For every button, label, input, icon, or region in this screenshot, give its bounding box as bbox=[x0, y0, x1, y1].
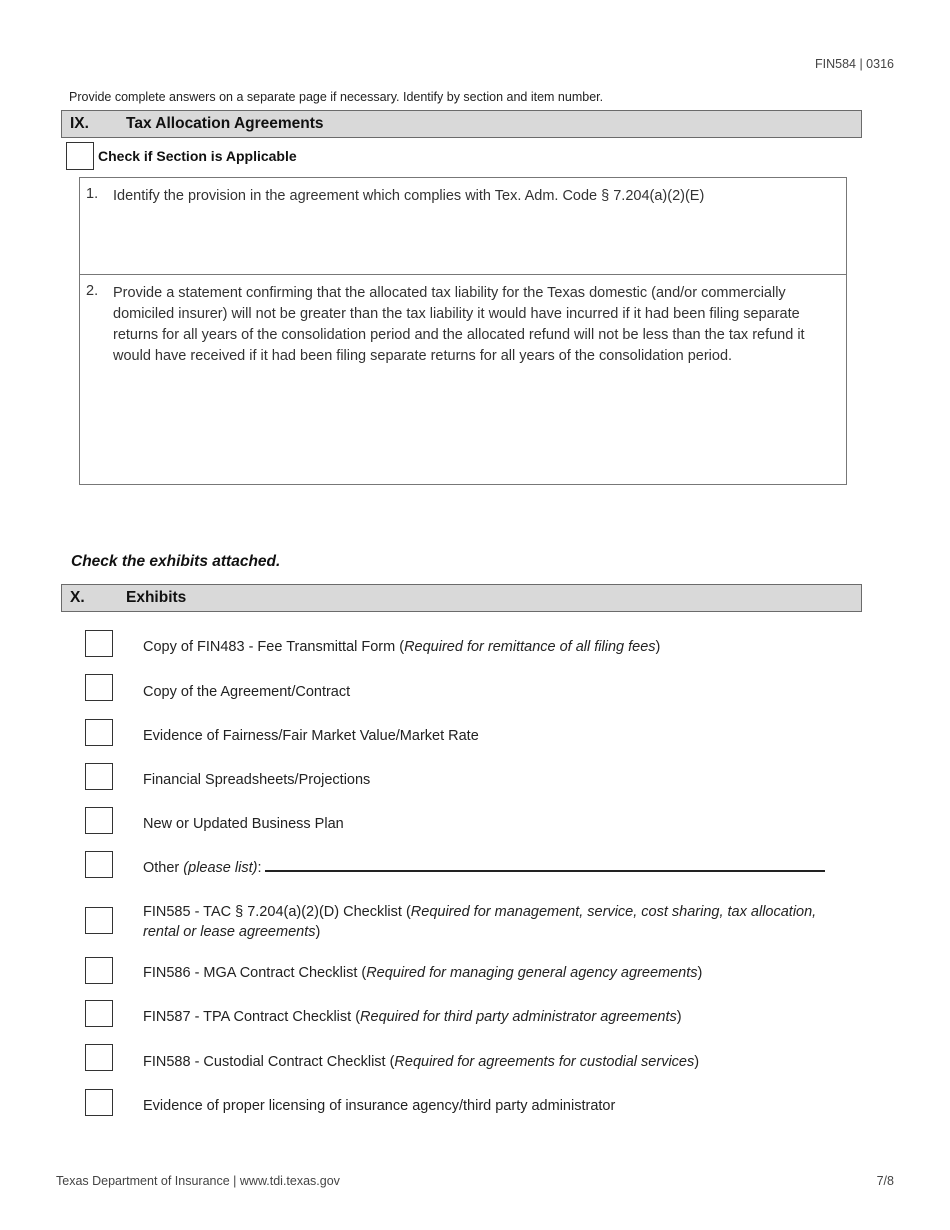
other-list-input[interactable] bbox=[265, 858, 825, 872]
exhibit-checkbox[interactable] bbox=[85, 807, 113, 834]
exhibits-note: Check the exhibits attached. bbox=[71, 553, 281, 570]
exhibit-label: New or Updated Business Plan bbox=[143, 816, 344, 832]
section-applicable-label: Check if Section is Applicable bbox=[98, 148, 297, 164]
section-x-number: X. bbox=[70, 589, 85, 606]
exhibit-label: FIN585 - TAC § 7.204(a)(2)(D) Checklist (Required for management, service, cost sharing, tax allocation, rental or lease agreements) bbox=[143, 904, 817, 940]
exhibit-label: FIN588 - Custodial Contract Checklist (Required for agreements for custodial services) bbox=[143, 1054, 700, 1070]
exhibit-checkbox[interactable] bbox=[85, 630, 113, 657]
exhibit-checkbox[interactable] bbox=[85, 674, 113, 701]
exhibit-checkbox[interactable] bbox=[85, 1000, 113, 1027]
section-applicable-checkbox[interactable] bbox=[66, 142, 94, 170]
question-number: 2. bbox=[86, 283, 99, 299]
exhibit-label: FIN586 - MGA Contract Checklist (Required for managing general agency agreements) bbox=[143, 965, 703, 981]
question-number: 1. bbox=[86, 186, 99, 202]
footer-agency: Texas Department of Insurance | www.tdi.texas.gov bbox=[56, 1174, 340, 1188]
exhibit-checkbox[interactable] bbox=[85, 763, 113, 790]
section-x-title: Exhibits bbox=[126, 589, 187, 606]
instructions: Provide complete answers on a separate page if necessary. Identify by section and item number. bbox=[69, 90, 604, 104]
question-text: Provide a statement confirming that the allocated tax liability for the Texas domestic (and/or commercially domiciled insurer) will not be greater than the tax liability it would have incurred if it had been filing separate returns for all years of the consolidation period and the allocated refund will not be less than the tax refund it would have received if it had been filing separate returns for all years of the consolidation period. bbox=[113, 285, 805, 364]
section-ix-title: Tax Allocation Agreements bbox=[126, 115, 324, 132]
exhibit-label: Copy of the Agreement/Contract bbox=[143, 684, 351, 700]
exhibit-label: Evidence of proper licensing of insurance agency/third party administrator bbox=[143, 1098, 616, 1114]
exhibit-checkbox[interactable] bbox=[85, 957, 113, 984]
footer-page-number: 7/8 bbox=[876, 1174, 894, 1188]
exhibit-label: Evidence of Fairness/Fair Market Value/Market Rate bbox=[143, 728, 479, 744]
exhibit-checkbox[interactable] bbox=[85, 851, 113, 878]
questions-table bbox=[79, 177, 847, 485]
exhibit-label: FIN587 - TPA Contract Checklist (Required for third party administrator agreements) bbox=[143, 1009, 682, 1025]
question-text: Identify the provision in the agreement which complies with Tex. Adm. Code § 7.204(a)(2)(E) bbox=[113, 188, 705, 204]
question-row[interactable] bbox=[80, 275, 846, 485]
exhibit-checkbox[interactable] bbox=[85, 719, 113, 746]
form-id: FIN584 | 0316 bbox=[815, 57, 894, 71]
question-row[interactable] bbox=[80, 178, 846, 275]
exhibit-label: Other (please list): bbox=[143, 858, 843, 878]
section-x-header bbox=[61, 584, 862, 612]
section-ix-header bbox=[61, 110, 862, 138]
exhibit-label: Financial Spreadsheets/Projections bbox=[143, 772, 371, 788]
exhibit-label: Copy of FIN483 - Fee Transmittal Form (Required for remittance of all filing fees) bbox=[143, 639, 661, 655]
exhibit-checkbox[interactable] bbox=[85, 907, 113, 934]
exhibit-checkbox[interactable] bbox=[85, 1044, 113, 1071]
section-ix-number: IX. bbox=[70, 115, 89, 132]
exhibit-checkbox[interactable] bbox=[85, 1089, 113, 1116]
